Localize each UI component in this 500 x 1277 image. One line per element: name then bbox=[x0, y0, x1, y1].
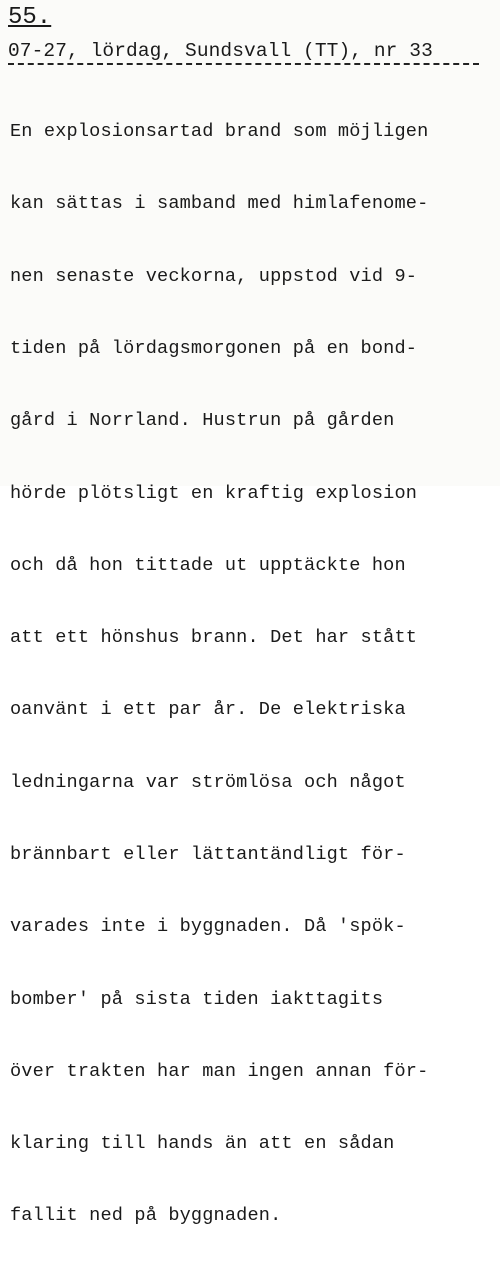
text-line: bomber' på sista tiden iakttagits bbox=[10, 988, 384, 1010]
document-number: 55. bbox=[8, 4, 52, 31]
text-line: En explosionsartad brand som möjligen bbox=[10, 121, 429, 143]
text-line: nen senaste veckorna, uppstod vid 9- bbox=[10, 265, 418, 287]
text-line: över trakten har man ingen annan för- bbox=[10, 1060, 429, 1082]
text-line: tiden på lördagsmorgonen på en bond- bbox=[10, 338, 418, 360]
text-line: kan sättas i samband med himlafenome- bbox=[10, 193, 429, 215]
header-underline bbox=[8, 63, 479, 65]
text-line: gård i Norrland. Hustrun på gården bbox=[10, 410, 395, 432]
text-line: och då hon tittade ut upptäckte hon bbox=[10, 554, 406, 576]
text-line: klaring till hands än att en sådan bbox=[10, 1133, 395, 1155]
text-line: hörde plötsligt en kraftig explosion bbox=[10, 482, 418, 504]
text-line: brännbart eller lättantändligt för- bbox=[10, 844, 406, 865]
text-line: varades inte i byggnaden. Då 'spök- bbox=[10, 916, 406, 938]
text-line: att ett hönshus brann. Det har stått bbox=[10, 627, 418, 649]
text-line: fallit ned på byggnaden. bbox=[10, 1205, 282, 1227]
article-body bbox=[10, 72, 490, 1277]
text-line: oanvänt i ett par år. De elektriska bbox=[10, 699, 406, 721]
text-line: ledningarna var strömlösa och något bbox=[10, 771, 406, 793]
document-header: 07-27, lördag, Sundsvall (TT), nr 33 bbox=[8, 40, 433, 62]
